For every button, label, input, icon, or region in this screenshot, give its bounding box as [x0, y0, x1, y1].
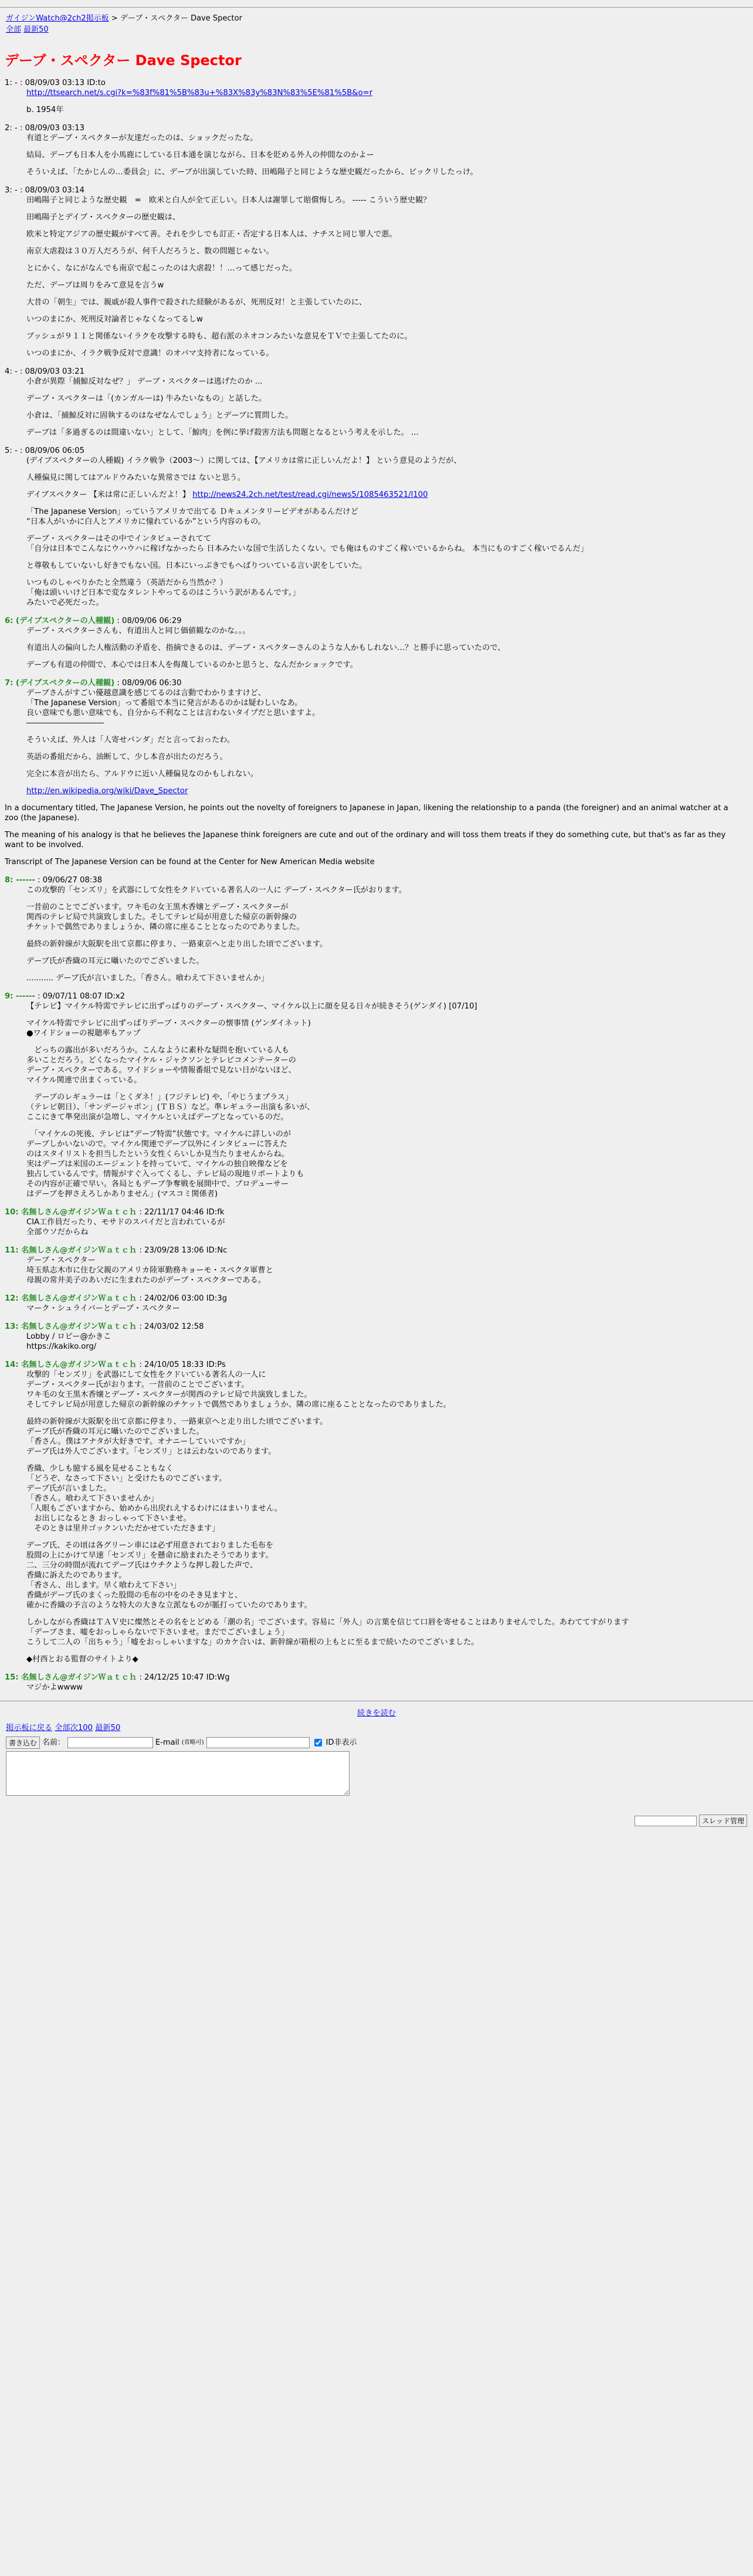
post-paragraph: マイケル特需でテレビに出ずっぱりデーブ・スペクターの懐事情 (ゲンダイネット) ●ワイドショーの視聴率もアップ — [26, 1019, 311, 1038]
poster-name: 14: 名無しさん@ガイジンＷａｔｃｈ — [5, 1360, 137, 1369]
footer-latest-link[interactable]: 最新50 — [95, 1724, 121, 1732]
post-paragraph: しかしながら香織はＴＡＶ史に燦然とその名をとどめる「潮の名」でございます。容易に「外人」の言葉を信じて口唇を寄せることはありませんでした。あわててすがります 「デーブさま、嘘をおっしゃらないで下さいませ。まだでございましょう」 こうして二人の「出ちゃう」「嘘をおっしゃいますな」のカケ合いは、新幹線が箱根の上もとに至るまで続いたのでございました。 — [26, 1618, 629, 1647]
post-header — [0, 1245, 753, 1255]
message-textarea[interactable] — [6, 1751, 350, 1796]
top-rule — [0, 0, 753, 8]
post-header — [0, 78, 753, 88]
post — [0, 446, 753, 608]
post-paragraph: と尊敬もしていないし好きでもない国。日本にいっぷきでもへばりついている言い訳をしていた。 — [26, 561, 367, 570]
post-paragraph: とにかく、なにがなんでも南京で起こったのは大虐殺！！…って感じだった。 — [26, 264, 297, 273]
post — [0, 78, 753, 115]
post-meta: : 24/10/05 18:33 ID:Ps — [137, 1360, 226, 1369]
post-paragraph: 小倉が異際「捕鯨反対なぜ？」 デーブ・スペクターは逃げたのか ... — [26, 377, 263, 386]
poster-name: 12: 名無しさん@ガイジンＷａｔｃｈ — [5, 1294, 137, 1303]
post — [0, 1294, 753, 1314]
post-paragraph: 英語の番組だから、油断して、少し本音が出たのだろう。 — [26, 753, 228, 761]
post — [0, 123, 753, 177]
post — [0, 616, 753, 670]
reply-form-row — [6, 1736, 747, 1749]
post-paragraph: マジかよwwww — [26, 1683, 83, 1692]
post-link[interactable]: http://en.wikipedia.org/wiki/Dave_Spector — [26, 787, 188, 796]
post-paragraph: デーブのレギュラーは「とくダネ！」(フジテレビ) や、「やじうまプラス」 （テレビ朝日）、「サンデージャポン」(ＴＢＳ）など。準レギュラー出演も多いが、 ここにきて準発出演が急増し、マイケルといえばデーブとなっているのだ。 — [26, 1093, 315, 1122]
post-paragraph: 田嶋陽子と同じような歴史観 = 欧米と白人が全て正しい。日本人は謝罪して賠償悔しろ。 ----- こういう歴史観？ — [26, 196, 431, 205]
breadcrumb-separator: > — [108, 14, 120, 23]
post-header — [0, 678, 753, 688]
post-paragraph: どっちの露出が多いだろうか。こんなように素朴な疑問を抱いている人も 多いことだろう。どくなったマイケル・ジャクソンとテレビコメンテーターの デーブ・スペクターである。ワイドショーや情報番組で見ない日がないほど、 マイケル関連で出まくっている。 — [26, 1046, 296, 1085]
breadcrumb — [0, 8, 753, 23]
post-paragraph: 田嶋陽子とデイブ・スペクターの歴史観は、 — [26, 213, 181, 222]
post-meta: : 24/02/06 03:00 ID:3g — [137, 1294, 228, 1303]
post-paragraph: 人種偏見に関してはアルドウみたいな異常さでは ないと思う。 — [26, 473, 245, 482]
post — [0, 367, 753, 438]
post-paragraph: 有道とデーブ・スペクターが友達だったのは、ショックだったな。 — [26, 134, 258, 143]
post-header — [0, 1673, 753, 1683]
post — [0, 1322, 753, 1352]
post-meta: : 08/09/06 06:29 — [114, 617, 182, 625]
post-paragraph: 結局、デーブも日本人を小馬鹿にしている日本通を演じながら、日本を貶める外人の仲間なのかよー — [26, 151, 374, 160]
post — [0, 678, 753, 867]
post — [0, 1207, 753, 1237]
post-paragraph — [0, 88, 753, 98]
post-paragraph: 最終の新幹線が大阪駅を出て京都に停まり、一路東京へと走り出した頃でございます。 デーブ氏が香織の耳元に囁いたのでございました。 「香さん。僕はアナタが大好きです。オナニーしていいですか」 デーブ氏は外人でございます。「センズリ」とは云わないのであります。 — [26, 1417, 328, 1456]
post-meta: : 09/06/27 08:38 — [35, 876, 103, 885]
post-list — [0, 78, 753, 1692]
post — [0, 1245, 753, 1285]
post-paragraph: 大昔の「朝生」では、親戚が殺人事件で殺された経験があるが、死刑反対！と主張していたのに、 — [26, 298, 367, 307]
post-paragraph: そういえば、外人は「人寄せパンダ」だと言っておったわ。 — [26, 736, 235, 744]
email-label: E-mail — [155, 1738, 179, 1747]
post — [0, 991, 753, 1199]
post-text: デイブスペクター 【米は常に正しいんだよ！】 — [26, 490, 193, 499]
post-meta: 5: - : 08/09/06 06:05 — [5, 446, 85, 455]
id-hide-label: ID非表示 — [325, 1738, 357, 1747]
post-paragraph: ◆村西とおる監督のサイトより◆ — [26, 1655, 138, 1664]
post-paragraph: In a documentary titled, The Japanese Version, he points out the novelty of foreigners to Japanese in Japan, likening the relationship to a panda (the foreigner) and an animal watcher at a zoo (the Japanese). — [5, 804, 731, 822]
post-header — [0, 1294, 753, 1304]
post-paragraph: 香織、少しも臆する風を見せることもなく 「どうぞ、なさって下さい」と受けたものでございます。 デーブ氏が言いました。 「香さん。喰わえて下さいませんか」 「人眼もございますから、始めから出戻れえするわけにはまいりません。 お出しになるとき おっしゃって下さいませ。 そのときは里井ゴックンいただかせていただきます」 — [26, 1464, 282, 1533]
post-paragraph — [0, 786, 753, 796]
post-paragraph — [0, 490, 753, 500]
post-paragraph: デーブ氏が香織の耳元に囁いたのでございました。 — [26, 957, 204, 966]
post-header — [0, 446, 753, 456]
post-meta: : 22/11/17 04:46 ID:fk — [137, 1208, 225, 1217]
post-paragraph: デーブ・スペクター 埼玉県志木市に住む父親のアメリカ陸軍勤務キョーモ・スペクタ軍曹と 母親の常井美子のあいだに生まれたのがデーブ・スペクターである。 — [26, 1256, 273, 1285]
post-paragraph: そういえば、「たかじんの…委員会」に、デーブが出演していた時、田嶋陽子と同じような歴史観だったから、ビックリしたっけ。 — [26, 168, 478, 177]
post-paragraph: マーク・シュライバーとデーブ・スペクター — [26, 1304, 180, 1313]
post-paragraph: 小倉は、「捕鯨反対に固執するのはなぜなんでしょう」とデーブに質問した。 — [26, 411, 293, 420]
post-meta: 1: - : 08/09/03 03:13 ID:to — [5, 79, 106, 87]
post-link[interactable]: http://news24.2ch.net/test/read.cgi/news5/1085463521/l100 — [192, 490, 428, 499]
post-paragraph: 欧米と特定アジアの歴史観がすべて善。それを少しでも訂正・否定する日本人は、ナチスと同じ罪人で悪。 — [26, 230, 397, 239]
reply-form — [0, 1735, 753, 1796]
post-header — [0, 185, 753, 195]
email-hint: (省略可) — [181, 1739, 204, 1746]
footer-nav — [0, 1721, 753, 1735]
post — [0, 1360, 753, 1664]
post-header — [0, 1207, 753, 1217]
post-paragraph: いつものしゃべりかたと全然違う（英語だから当然か？） 「俺は頭いいけど日本で変なタレントやってるのはこういう訳があるんです。」 みたいで必死だった。 — [26, 578, 300, 607]
post-paragraph: デーブ・スペクターはその中でインタビューされてて 「自分は日本でこんなにウハウハに稼げなかったら 日本みたいな国で生活したくない。でも俺はものすごく稼いでいるからね。 本当にものすごく稼いでるんだ」 — [26, 534, 588, 553]
post-paragraph: 「マイケルの死後、テレビは“デーブ特需”状態です。マイケルに詳しいのが デーブしかいないので。マイケル関連でデーブ以外にインタビューに答えた のはスタイリストを担当したという女性くらいしか見当たりませんからね。 実はデーブは米国のエージェントを持っていて、マイケルの独自映像などを 独占しているんです。情報がすぐ入ってくるし、テレビ局の現地リポートよりも その内容が正確で早い。各局ともデーブ争奪戦を展開中で、プロデューサー はデーブを押さえろしかありません」(マスコミ関係者) — [26, 1130, 304, 1199]
latest50-link[interactable]: 最新50 — [23, 25, 49, 34]
post-meta: : 24/03/02 12:58 — [137, 1322, 204, 1331]
post-meta: 3: - : 08/09/03 03:14 — [5, 186, 85, 195]
post-header — [0, 123, 753, 133]
post-meta: : 23/09/28 13:06 ID:Nc — [137, 1246, 228, 1255]
post — [0, 1673, 753, 1692]
submit-button[interactable]: 書き込む — [6, 1736, 40, 1749]
name-input[interactable] — [67, 1737, 153, 1748]
thread-admin-button[interactable]: スレッド管理 — [699, 1815, 747, 1827]
post-paragraph: 攻撃的「センズリ」を武器にして女性をクドいている著名人の一人に デーブ・スペクター氏がおります。一昔前のことでございます。 ワキ毛の女王黒木香嬢とデーブ・スペクターが関西のテレビ局で共演致しました。 そしてテレビ局が用意した帰京の新幹線のチケットで偶然でありましょうか、隣の席に座ることとなったのでありました。 — [26, 1370, 451, 1409]
post-paragraph: 「The Japanese Version」っていうアメリカで出てる Ｄキュメンタリーピデオがあるんだけど “日本人がいかに白人とアメリカに憧れているか”という内容のもの。 — [26, 507, 358, 526]
post-paragraph: (デイブスペクターの人種観) イラク戦争（2003〜）に関しては、【アメリカは常に正しいんだよ！】 という意見のようだが、 — [26, 456, 462, 465]
id-hide-checkbox[interactable] — [314, 1739, 322, 1746]
post-paragraph: Transcript of The Japanese Version can be found at the Center for New American Media website — [5, 858, 375, 866]
email-input[interactable] — [206, 1737, 310, 1748]
post-link[interactable]: http://ttsearch.net/s.cgi?k=%83f%81%5B%83u+%83X%83y%83N%83%5E%81%5B&o=r — [26, 89, 373, 97]
post-paragraph: ブッシュが９１１と関係ないイラクを攻撃する時も、超右派のネオコンみたいな意見をＴＶで主張してたのに。 — [26, 332, 412, 341]
post-header — [0, 991, 753, 1001]
poster-name: 13: 名無しさん@ガイジンＷａｔｃｈ — [5, 1322, 137, 1331]
back-to-board-link[interactable]: 掲示板に戻る — [6, 1724, 53, 1732]
post-paragraph: b. 1954年 — [26, 106, 64, 114]
post-paragraph: 有道出人の偏向した人権活動の矛盾を、指摘できるのは、デーブ・スペクターさんのような人かもしれない…？と勝手に思っていたので、 — [26, 644, 506, 652]
poster-name: 11: 名無しさん@ガイジンＷａｔｃｈ — [5, 1246, 137, 1255]
post-paragraph: The meaning of his analogy is that he believes the Japanese think foreigners are cute and out of the ordinary and will toss them treats if they do something cute, but that's as far as they want to be involved. — [5, 831, 726, 849]
post-paragraph: 南京大虐殺は３０万人だろうが、何千人だろうと、数の問題じゃない。 — [26, 247, 274, 256]
post-header — [0, 1322, 753, 1332]
post-paragraph: CIA工作員だったり、モサドのスパイだと言われているが 全部ウソだからね — [26, 1218, 225, 1237]
post-meta: 2: - : 08/09/03 03:13 — [5, 124, 85, 133]
post-paragraph: デーブは「多過ぎるのは間違いない」として、「鯨肉」を例に挙げ殺害方法も問題となるという考えを示した。 ... — [26, 428, 419, 437]
thread-admin-bar — [0, 1812, 753, 1833]
next100-link[interactable]: 次100 — [70, 1724, 93, 1732]
name-label: 名前： — [42, 1738, 66, 1747]
continue-section — [0, 1701, 753, 1721]
poster-name: 10: 名無しさん@ガイジンＷａｔｃｈ — [5, 1208, 137, 1217]
poster-name: 8: ------ — [5, 876, 35, 885]
post-paragraph: デーブ・スペクターは「(カンガルーは) 牛みたいなもの」と話した。 — [26, 394, 267, 403]
post-header — [0, 616, 753, 626]
post-paragraph: Lobby / ロビー@かきこ https://kakiko.org/ — [26, 1332, 111, 1351]
post-paragraph: いつのまにか、死刑反対論者じゃなくなってるしw — [26, 315, 203, 324]
post — [0, 875, 753, 983]
post-paragraph: 一昔前のことでございます。ワキ毛の女王黒木香嬢とデーブ・スペクターが 関西のテレビ局で共演致しました。そしてテレビ局が用意した帰京の新幹線の チケットで偶然でありましょうか、隣の席に座ることとなったのでありました。 — [26, 903, 304, 932]
post-paragraph: ただ、デーブは周りをみて意見を言うw — [26, 281, 164, 290]
admin-password-input[interactable] — [635, 1816, 697, 1826]
all-posts-link[interactable]: 全部 — [6, 25, 22, 34]
poster-name: 9: ------ — [5, 992, 35, 1001]
page-title: デーブ・スペクター Dave Spector — [5, 52, 242, 69]
continue-link[interactable]: 続きを読む — [357, 1709, 396, 1718]
post-paragraph: デーブ・スペクターさんも、有道出人と同じ価値観なのかな。。。 — [26, 627, 250, 635]
post-paragraph: いつのまにか、イラク戦争反対で意識！のオバマ支持者になっている。 — [26, 349, 274, 358]
post-paragraph: 完全に本音が出たら、アルドウに近い人種偏見なのかもしれない。 — [26, 770, 259, 778]
post-meta: : 09/07/11 08:07 ID:x2 — [35, 992, 126, 1001]
post-header — [0, 1360, 753, 1370]
post-header — [0, 367, 753, 377]
post-paragraph: ........... デーブ氏が言いました。「香さん。喰わえて下さいませんか」 — [26, 974, 269, 983]
footer-all-link[interactable]: 全部 — [55, 1724, 70, 1732]
post-paragraph: 【テレビ】マイケル特需でテレビに出ずっぱりのデーブ・スペクター、マイケル以上に顔を見る日々が続きそう(ゲンダイ) [07/10] — [26, 1002, 477, 1011]
post-paragraph: この攻撃的「センズリ」を武器にして女性をクドいている著名人の一人に デーブ・スペクター氏がおります。 — [26, 886, 406, 895]
post-paragraph: デーブも有道の仲間で、本心では日本人を侮蔑しているのかと思うと、なんだかショックです。 — [26, 661, 358, 669]
post-header — [0, 875, 753, 885]
post-meta: : 08/09/06 06:30 — [114, 679, 182, 688]
post-paragraph: デーブさんがすごい優越意識を感じてるのは言動でわかりますけど、 「The Japanese Version」って番組で本当に発言があるのかは疑わしいなあ。 良い意味でも悪い意味でも、自分から不利なことは言わないタイプだと思いますよ。 ―――――――――― — [26, 689, 320, 727]
poster-name: 6: (デイブスペクターの人種観) — [5, 617, 115, 625]
post — [0, 185, 753, 358]
post-meta: : 24/12/25 10:47 ID:Wg — [137, 1673, 230, 1682]
post-paragraph: 最終の新幹線が大阪駅を出て京都に停まり、一路東京へと走り出した頃でございます。 — [26, 940, 328, 949]
breadcrumb-board-link[interactable]: ガイジンWatch@2ch2掲示板 — [6, 14, 109, 23]
post-paragraph: デーブ氏、その頃は各グリーン車には必ず用意されておりました毛布を 股間の上にかけて早速「センズリ」を懸命に励まれたそうであります。 二、三分の時間が流れてデーブ氏はウチクような押し殺した声で、 香織に訴えたのであります。 「香さん、出します。早く喰わえて下さい」 香織がデーブ氏のまくった股間の毛布の中をのそき見ますと、 確かに香織の予言のような特大の大きな立派なものが脈打っていたのであります。 — [26, 1541, 312, 1610]
breadcrumb-current: デーブ・スペクター Dave Spector — [120, 14, 242, 23]
poster-name: 15: 名無しさん@ガイジンＷａｔｃｈ — [5, 1673, 137, 1682]
post-meta: 4: - : 08/09/03 03:21 — [5, 367, 85, 376]
poster-name: 7: (デイブスペクターの人種観) — [5, 679, 115, 688]
thread-nav — [0, 23, 753, 35]
